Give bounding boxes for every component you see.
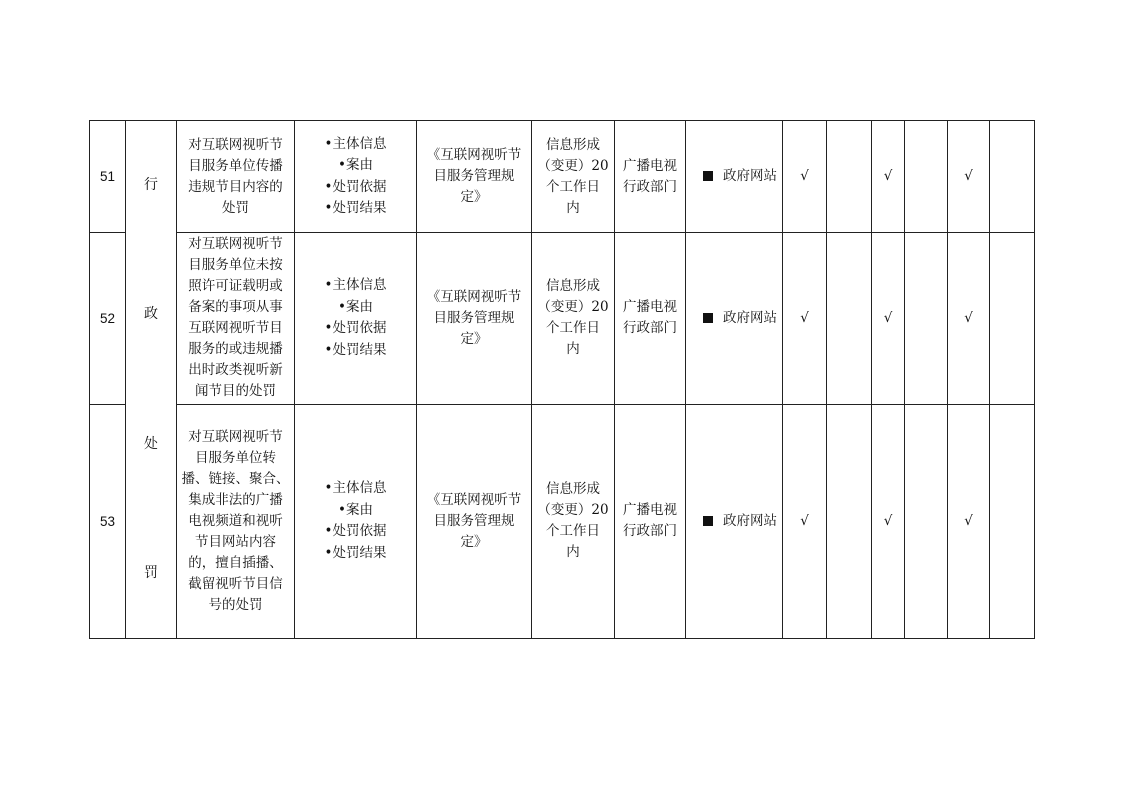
- item-description-line: 违规节目内容的: [188, 178, 283, 195]
- disclosure-time: [532, 404, 615, 638]
- disclosure-time-line: 内: [566, 341, 580, 358]
- responsible-department-line: 广播电视: [623, 299, 677, 316]
- channel-label: 政府网站: [723, 168, 777, 185]
- responsible-department-line: 广播电视: [623, 157, 677, 174]
- check-cell: √: [872, 404, 905, 638]
- category-char: 罚: [144, 564, 158, 581]
- category-char: 政: [144, 306, 158, 323]
- item-description: [177, 233, 295, 404]
- legal-basis: [417, 404, 532, 638]
- responsible-department-line: 行政部门: [623, 320, 677, 337]
- disclosure-channel: [686, 233, 783, 404]
- disclosure-content-line: •主体信息: [324, 135, 387, 152]
- item-description-line: 对互联网视听节: [188, 236, 283, 253]
- channel-label: 政府网站: [723, 309, 777, 326]
- item-description-line: 互联网视听节目: [188, 320, 283, 337]
- item-description: [177, 121, 295, 233]
- responsible-department-line: 行政部门: [623, 178, 677, 195]
- disclosure-time-line: 内: [566, 544, 580, 561]
- disclosure-content: [295, 121, 417, 233]
- disclosure-content-line: •处罚结果: [324, 341, 387, 358]
- disclosure-time-line: 个工作日: [546, 523, 600, 540]
- disclosure-time-line: 信息形成: [546, 136, 600, 153]
- item-description: [177, 404, 295, 638]
- category-char: 行: [144, 177, 158, 194]
- disclosure-content-line: •案由: [338, 501, 373, 518]
- legal-basis-line: 定》: [460, 533, 488, 550]
- filled-square-icon: [703, 313, 713, 323]
- disclosure-content-line: •主体信息: [324, 277, 387, 294]
- item-description-line: 目服务单位未按: [188, 257, 283, 274]
- item-description-line: 电视频道和视听: [188, 512, 283, 529]
- check-cell: √: [783, 404, 827, 638]
- disclosure-channel: [686, 404, 783, 638]
- check-cell: √: [948, 233, 990, 404]
- check-cell: √: [872, 233, 905, 404]
- legal-basis-line: 《互联网视听节: [426, 491, 522, 508]
- disclosure-content: [295, 404, 417, 638]
- legal-basis-line: 目服务管理规: [433, 168, 515, 185]
- check-cell: √: [783, 121, 827, 233]
- disclosure-time-line: 个工作日: [546, 320, 600, 337]
- disclosure-content-line: •处罚结果: [324, 200, 387, 217]
- check-cell: [827, 404, 872, 638]
- check-cell: [990, 233, 1035, 404]
- check-cell: [990, 404, 1035, 638]
- item-description-line: 集成非法的广播: [188, 491, 283, 508]
- legal-basis: [417, 121, 532, 233]
- item-description-line: 处罚: [222, 199, 249, 216]
- check-cell: √: [948, 404, 990, 638]
- row-number: 52: [90, 233, 126, 404]
- item-description-line: 对互联网视听节: [188, 428, 283, 445]
- disclosure-content-line: •案由: [338, 157, 373, 174]
- legal-basis-line: 定》: [460, 330, 488, 347]
- responsible-department: [615, 233, 686, 404]
- legal-basis-line: 目服务管理规: [433, 512, 515, 529]
- check-cell: √: [948, 121, 990, 233]
- legal-basis-line: 目服务管理规: [433, 309, 515, 326]
- check-cell: [905, 404, 948, 638]
- item-description-line: 目服务单位传播: [188, 157, 283, 174]
- item-description-line: 备案的事项从事: [188, 299, 283, 316]
- disclosure-content-line: •主体信息: [324, 480, 387, 497]
- item-description-line: 播、链接、聚合、: [181, 470, 290, 487]
- disclosure-content: [295, 233, 417, 404]
- disclosure-content-line: •处罚结果: [324, 544, 387, 561]
- disclosure-channel: [686, 121, 783, 233]
- disclosure-time: [532, 121, 615, 233]
- responsible-department-line: 行政部门: [623, 523, 677, 540]
- legal-basis: [417, 233, 532, 404]
- item-description-line: 闻节目的处罚: [195, 383, 276, 400]
- row-number: 53: [90, 404, 126, 638]
- disclosure-content-line: •处罚依据: [324, 320, 387, 337]
- check-cell: [827, 233, 872, 404]
- responsible-department-line: 广播电视: [623, 502, 677, 519]
- disclosure-time-line: （变更）20: [537, 502, 609, 519]
- legal-basis-line: 《互联网视听节: [426, 288, 522, 305]
- item-description-line: 截留视听节目信: [188, 575, 283, 592]
- disclosure-content-line: •案由: [338, 298, 373, 315]
- table-row: [90, 404, 1035, 638]
- disclosure-time-line: 信息形成: [546, 481, 600, 498]
- disclosure-time-line: （变更）20: [537, 157, 609, 174]
- item-description-line: 目服务单位转: [195, 449, 276, 466]
- category-cell: [126, 121, 177, 639]
- check-cell: [827, 121, 872, 233]
- category-char: 处: [144, 435, 158, 452]
- disclosure-content-line: •处罚依据: [324, 178, 387, 195]
- disclosure-content-line: •处罚依据: [324, 523, 387, 540]
- legal-basis-line: 《互联网视听节: [426, 147, 522, 164]
- check-cell: [905, 233, 948, 404]
- table-row: [90, 233, 1035, 404]
- disclosure-time-line: （变更）20: [537, 299, 609, 316]
- item-description-line: 节目网站内容: [195, 533, 276, 550]
- disclosure-time-line: 信息形成: [546, 278, 600, 295]
- legal-basis-line: 定》: [460, 189, 488, 206]
- filled-square-icon: [703, 516, 713, 526]
- item-description-line: 号的处罚: [208, 596, 263, 613]
- check-cell: [905, 121, 948, 233]
- responsible-department: [615, 404, 686, 638]
- check-cell: [990, 121, 1035, 233]
- responsible-department: [615, 121, 686, 233]
- channel-label: 政府网站: [723, 512, 777, 529]
- disclosure-time: [532, 233, 615, 404]
- disclosure-time-line: 个工作日: [546, 178, 600, 195]
- item-description-line: 的，擅自插播、: [188, 554, 283, 571]
- disclosure-time-line: 内: [566, 199, 580, 216]
- disclosure-table: [89, 120, 1035, 639]
- item-description-line: 对互联网视听节: [188, 136, 283, 153]
- row-number: 51: [90, 121, 126, 233]
- filled-square-icon: [703, 171, 713, 181]
- item-description-line: 照许可证载明或: [188, 278, 283, 295]
- check-cell: √: [872, 121, 905, 233]
- item-description-line: 出时政类视听新: [188, 362, 283, 379]
- table-row: [90, 121, 1035, 233]
- item-description-line: 服务的或违规播: [188, 341, 283, 358]
- check-cell: √: [783, 233, 827, 404]
